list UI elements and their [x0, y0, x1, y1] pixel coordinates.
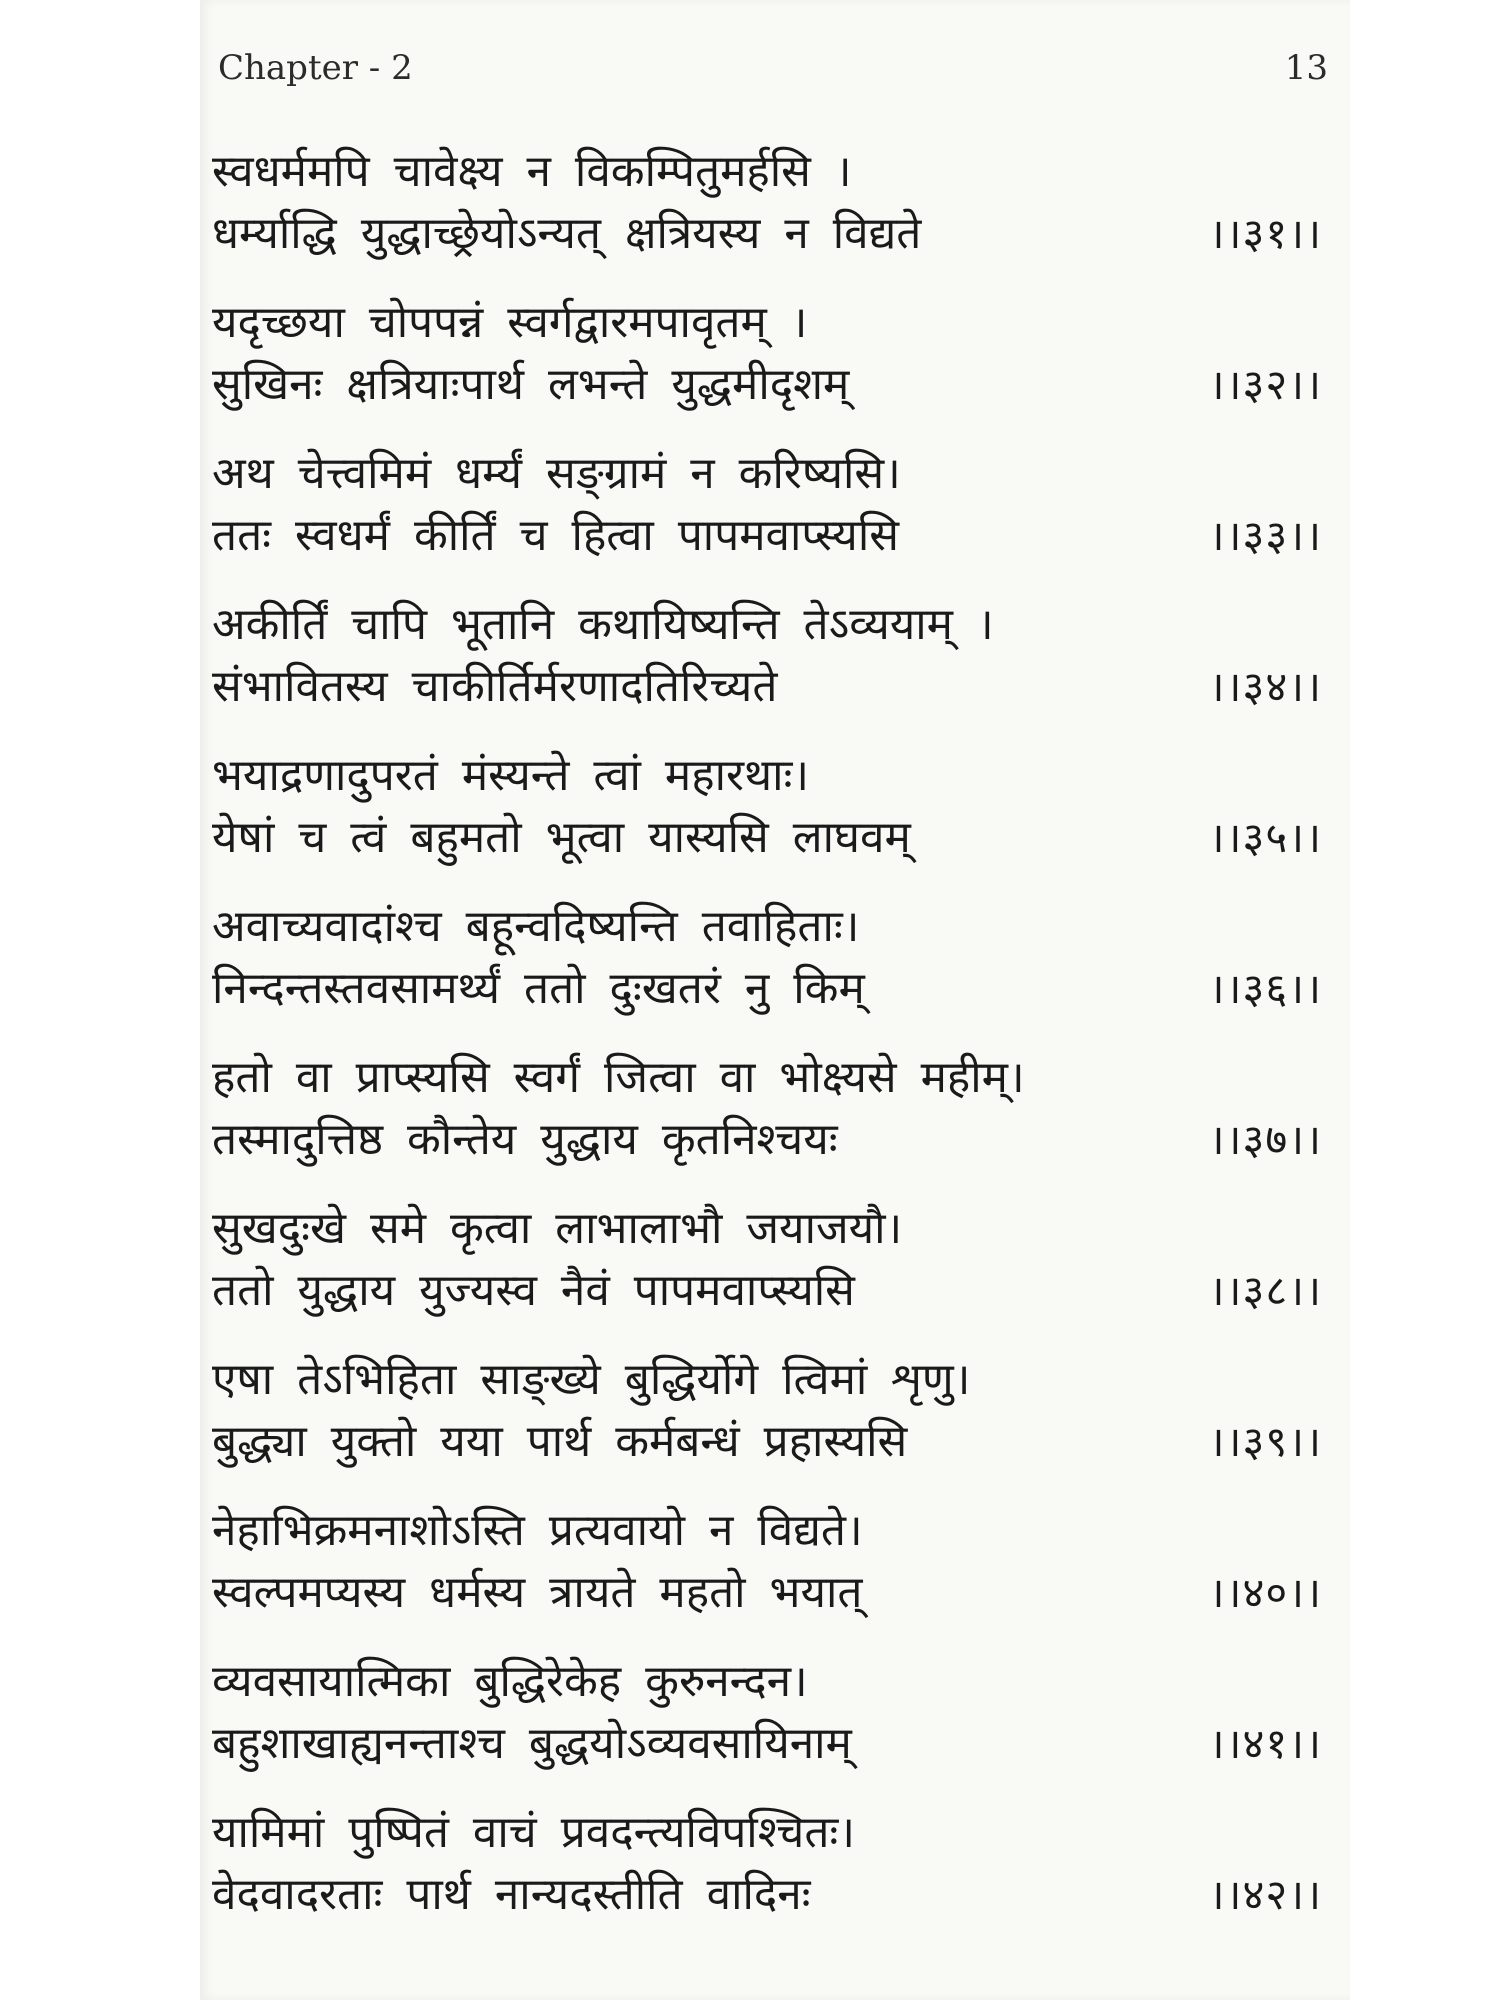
verse-number: ।।४१।। — [1208, 1719, 1322, 1768]
verse-number: ।।३४।। — [1208, 662, 1322, 711]
verse-line-1: अवाच्यवादांश्च बहून्वदिष्यन्ति तवाहिताः। — [212, 901, 860, 952]
verse-line-2: ततो युद्धाय युज्यस्व नैवं पापमवाप्स्यसि — [212, 1265, 855, 1316]
verse-block — [212, 593, 1322, 744]
verse-number: ।।४२।। — [1208, 1870, 1322, 1919]
book-page — [200, 0, 1350, 2000]
verse-line-2: ततः स्वधर्मं कीर्तिं च हित्वा पापमवाप्स्यसि — [212, 510, 899, 561]
verse-block — [212, 1801, 1322, 1952]
page-number: 13 — [1284, 48, 1328, 88]
verse-line-1: स्वधर्ममपि चावेक्ष्य न विकम्पितुमर्हसि । — [212, 146, 852, 197]
verse-line-1: सुखदुःखे समे कृत्वा लाभालाभौ जयाजयौ। — [212, 1203, 903, 1254]
verse-number: ।।३१।। — [1208, 209, 1322, 258]
page-header — [218, 48, 1328, 98]
verse-block — [212, 1348, 1322, 1499]
verse-number: ।।३८।। — [1208, 1266, 1322, 1315]
verse-line-2: बुद्ध्या युक्तो यया पार्थ कर्मबन्धं प्रहास्यसि — [212, 1416, 908, 1467]
verse-line-1: अकीर्तिं चापि भूतानि कथायिष्यन्ति तेऽव्ययाम् । — [212, 599, 994, 650]
verse-line-2: स्वल्पमप्यस्य धर्मस्य त्रायते महतो भयात् — [212, 1567, 863, 1618]
verse-number: ।।३३।। — [1208, 511, 1322, 560]
verse-line-1: नेहाभिक्रमनाशोऽस्ति प्रत्यवायो न विद्यते। — [212, 1505, 863, 1556]
verse-block — [212, 1499, 1322, 1650]
chapter-title: Chapter - 2 — [218, 48, 413, 88]
verse-line-2: सुखिनः क्षत्रियाःपार्थ लभन्ते युद्धमीदृशम् — [212, 359, 850, 410]
verse-line-2: येषां च त्वं बहुमतो भूत्वा यास्यसि लाघवम् — [212, 812, 911, 863]
verse-block — [212, 442, 1322, 593]
verse-line-1: हतो वा प्राप्स्यसि स्वर्गं जित्वा वा भोक्ष्यसे महीम्। — [212, 1052, 1025, 1103]
verse-line-1: अथ चेत्त्वमिमं धर्म्यं सङ्ग्रामं न करिष्यसि। — [212, 448, 901, 499]
verse-number: ।।३२।। — [1208, 360, 1322, 409]
verse-number: ।।३९।। — [1208, 1417, 1322, 1466]
verse-block — [212, 1197, 1322, 1348]
verse-block — [212, 1650, 1322, 1801]
verse-line-1: भयाद्रणादुपरतं मंस्यन्ते त्वां महारथाः। — [212, 750, 810, 801]
verse-line-2: वेदवादरताः पार्थ नान्यदस्तीति वादिनः — [212, 1869, 811, 1920]
verse-number: ।।३७।। — [1208, 1115, 1322, 1164]
verse-number: ।।३५।। — [1208, 813, 1322, 862]
verse-number: ।।४०।। — [1208, 1568, 1322, 1617]
verse-line-2: बहुशाखाह्यनन्ताश्च बुद्धयोऽव्यवसायिनाम् — [212, 1718, 852, 1769]
verse-block — [212, 744, 1322, 895]
verse-line-2: संभावितस्य चाकीर्तिर्मरणादतिरिच्यते — [212, 661, 778, 712]
verse-block — [212, 140, 1322, 291]
verse-number: ।।३६।। — [1208, 964, 1322, 1013]
verse-line-1: यदृच्छया चोपपन्नं स्वर्गद्वारमपावृतम् । — [212, 297, 808, 348]
verse-line-1: यामिमां पुष्पितं वाचं प्रवदन्त्यविपश्चितः। — [212, 1807, 855, 1858]
verse-line-1: व्यवसायात्मिका बुद्धिरेकेह कुरुनन्दन। — [212, 1656, 808, 1707]
verse-line-1: एषा तेऽभिहिता साङ्ख्ये बुद्धिर्योगे त्विमां शृणु। — [212, 1354, 971, 1405]
verse-block — [212, 1046, 1322, 1197]
verse-block — [212, 291, 1322, 442]
verse-list — [212, 140, 1322, 1952]
verse-line-2: धर्म्याद्धि युद्धाच्छ्रेयोऽन्यत् क्षत्रियस्य न विद्यते — [212, 208, 922, 259]
verse-line-2: निन्दन्तस्तवसामर्थ्यं ततो दुःखतरं नु किम् — [212, 963, 865, 1014]
verse-block — [212, 895, 1322, 1046]
verse-line-2: तस्मादुत्तिष्ठ कौन्तेय युद्धाय कृतनिश्चयः — [212, 1114, 838, 1165]
